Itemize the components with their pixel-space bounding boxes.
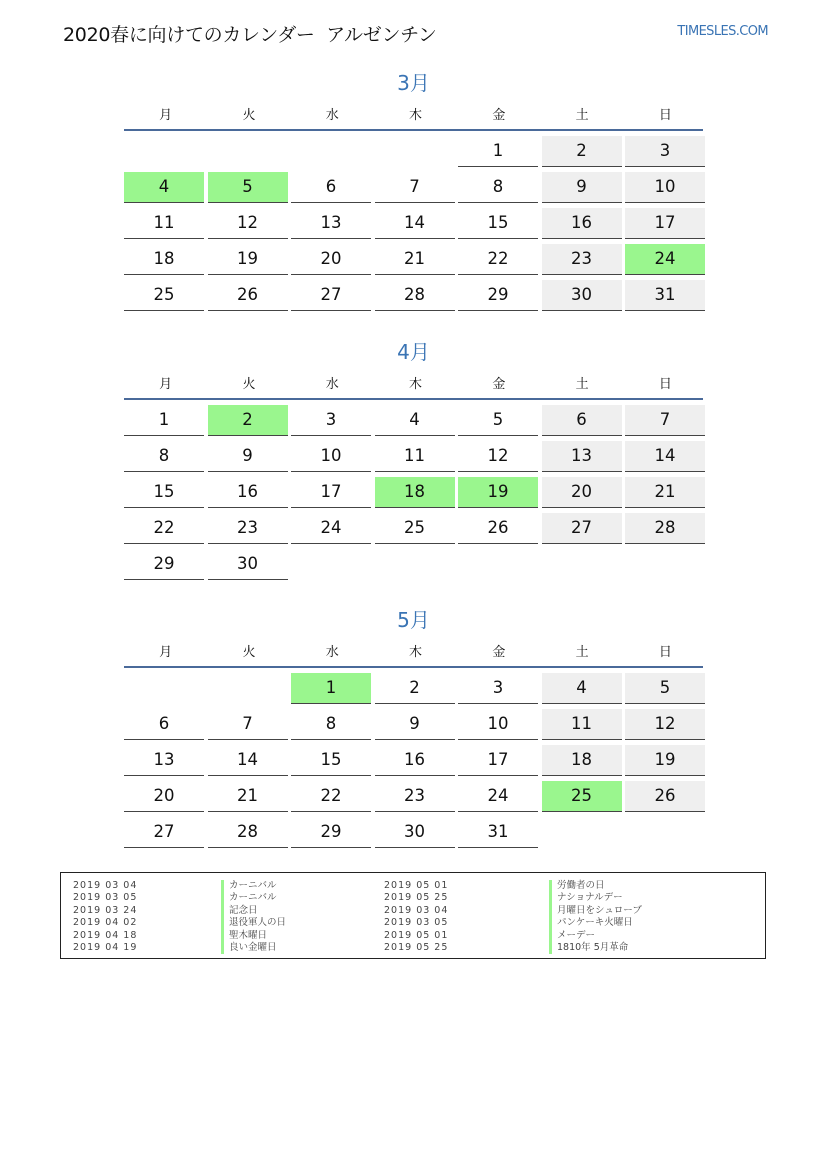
day-cell: 2 bbox=[542, 136, 622, 167]
legend-date: 2019 04 18 bbox=[73, 929, 138, 941]
day-cell: 11 bbox=[542, 709, 622, 740]
day-cell: 21 bbox=[625, 477, 705, 508]
day-cell: 11 bbox=[375, 441, 455, 472]
day-cell: 25 bbox=[124, 280, 204, 311]
day-cell: 24 bbox=[458, 781, 538, 812]
day-cell: 26 bbox=[208, 280, 288, 311]
day-cell: 12 bbox=[625, 709, 705, 740]
weekday-label: 土 bbox=[575, 644, 589, 660]
month-april bbox=[124, 337, 703, 580]
holiday-day-cell: 4 bbox=[124, 172, 204, 203]
day-cell: 27 bbox=[291, 280, 371, 311]
holiday-day-cell: 18 bbox=[375, 477, 455, 508]
legend-date: 2019 03 24 bbox=[73, 904, 138, 916]
legend-date: 2019 04 02 bbox=[73, 917, 138, 929]
day-cell: 20 bbox=[542, 477, 622, 508]
day-cell: 19 bbox=[625, 745, 705, 776]
legend-date: 2019 05 25 bbox=[384, 892, 449, 904]
weekday-label: 月 bbox=[159, 376, 173, 392]
legend-holiday-name: 退役軍人の日 bbox=[221, 917, 286, 929]
day-cell: 25 bbox=[375, 513, 455, 544]
day-cell: 28 bbox=[625, 513, 705, 544]
day-cell: 23 bbox=[375, 781, 455, 812]
day-cell: 24 bbox=[291, 513, 371, 544]
legend-holiday-name: 月曜日をシュローブ bbox=[549, 905, 642, 917]
day-cell: 9 bbox=[375, 709, 455, 740]
day-cell: 30 bbox=[208, 549, 288, 580]
day-cell: 5 bbox=[458, 405, 538, 436]
day-cell: 18 bbox=[542, 745, 622, 776]
legend-date: 2019 05 01 bbox=[384, 929, 449, 941]
legend-holiday-name: 良い金曜日 bbox=[221, 942, 286, 954]
day-cell: 27 bbox=[124, 817, 204, 848]
day-cell: 7 bbox=[625, 405, 705, 436]
weekday-header bbox=[124, 635, 703, 665]
legend-holiday-name: 記念日 bbox=[221, 905, 286, 917]
weekday-label: 木 bbox=[409, 107, 423, 123]
day-cell: 29 bbox=[291, 817, 371, 848]
day-cell: 30 bbox=[542, 280, 622, 311]
day-cell: 30 bbox=[375, 817, 455, 848]
day-cell: 7 bbox=[375, 172, 455, 203]
day-cell: 8 bbox=[291, 709, 371, 740]
weekday-label: 金 bbox=[492, 107, 506, 123]
legend-date: 2019 03 05 bbox=[384, 917, 449, 929]
legend-holiday-name: 1810年 5月革命 bbox=[549, 942, 642, 954]
day-cell: 16 bbox=[542, 208, 622, 239]
day-cell: 13 bbox=[124, 745, 204, 776]
weekday-label: 日 bbox=[658, 644, 672, 660]
holiday-day-cell: 25 bbox=[542, 781, 622, 812]
day-cell: 6 bbox=[291, 172, 371, 203]
holiday-day-cell: 24 bbox=[625, 244, 705, 275]
legend-dates-left bbox=[73, 880, 137, 954]
day-cell: 20 bbox=[291, 244, 371, 275]
page-title: 2020春に向けてのカレンダー アルゼンチン bbox=[63, 24, 437, 46]
day-cell: 9 bbox=[208, 441, 288, 472]
weekday-label: 水 bbox=[325, 644, 339, 660]
site-link[interactable]: TIMESLES.COM bbox=[677, 24, 768, 39]
day-cell: 10 bbox=[458, 709, 538, 740]
weekday-label: 水 bbox=[325, 107, 339, 123]
day-cell: 15 bbox=[124, 477, 204, 508]
day-cell: 17 bbox=[625, 208, 705, 239]
day-cell: 11 bbox=[124, 208, 204, 239]
day-cell: 31 bbox=[458, 817, 538, 848]
weekday-label: 火 bbox=[242, 376, 256, 392]
day-cell: 5 bbox=[625, 673, 705, 704]
day-cell: 3 bbox=[625, 136, 705, 167]
holiday-day-cell: 2 bbox=[208, 405, 288, 436]
legend-holiday-name: 聖木曜日 bbox=[221, 930, 286, 942]
holiday-day-cell: 5 bbox=[208, 172, 288, 203]
day-cell: 1 bbox=[458, 136, 538, 167]
day-cell: 15 bbox=[291, 745, 371, 776]
day-cell: 2 bbox=[375, 673, 455, 704]
legend-date: 2019 03 04 bbox=[73, 880, 138, 891]
day-cell: 14 bbox=[208, 745, 288, 776]
empty-cell bbox=[208, 673, 288, 704]
day-cell: 23 bbox=[208, 513, 288, 544]
legend-date: 2019 03 04 bbox=[384, 904, 449, 916]
day-cell: 14 bbox=[625, 441, 705, 472]
day-grid bbox=[124, 673, 703, 848]
month-title: 3月 bbox=[397, 71, 430, 95]
month-title: 5月 bbox=[397, 608, 430, 632]
legend-date: 2019 03 05 bbox=[73, 892, 138, 904]
holiday-legend bbox=[60, 872, 766, 959]
day-cell: 23 bbox=[542, 244, 622, 275]
legend-holiday-name: カーニバル bbox=[221, 892, 286, 904]
header-divider bbox=[124, 129, 703, 131]
day-cell: 17 bbox=[291, 477, 371, 508]
day-cell: 28 bbox=[375, 280, 455, 311]
weekday-header bbox=[124, 367, 703, 397]
day-cell: 18 bbox=[124, 244, 204, 275]
month-march bbox=[124, 68, 703, 311]
legend-names-left bbox=[221, 880, 286, 954]
weekday-label: 金 bbox=[492, 644, 506, 660]
day-cell: 19 bbox=[208, 244, 288, 275]
day-cell: 3 bbox=[291, 405, 371, 436]
legend-date: 2019 05 01 bbox=[384, 880, 449, 891]
weekday-label: 月 bbox=[159, 644, 173, 660]
legend-holiday-name: カーニバル bbox=[221, 880, 286, 892]
day-cell: 6 bbox=[124, 709, 204, 740]
weekday-label: 水 bbox=[325, 376, 339, 392]
day-cell: 22 bbox=[458, 244, 538, 275]
day-cell: 8 bbox=[458, 172, 538, 203]
day-cell: 9 bbox=[542, 172, 622, 203]
month-title: 4月 bbox=[397, 340, 430, 364]
day-cell: 21 bbox=[375, 244, 455, 275]
empty-cell bbox=[208, 136, 288, 167]
holiday-day-cell: 19 bbox=[458, 477, 538, 508]
day-cell: 16 bbox=[208, 477, 288, 508]
day-cell: 13 bbox=[291, 208, 371, 239]
day-cell: 28 bbox=[208, 817, 288, 848]
day-cell: 14 bbox=[375, 208, 455, 239]
day-cell: 26 bbox=[458, 513, 538, 544]
legend-holiday-name: ナショナルデー bbox=[549, 892, 642, 904]
day-cell: 3 bbox=[458, 673, 538, 704]
empty-cell bbox=[124, 673, 204, 704]
weekday-label: 火 bbox=[242, 107, 256, 123]
legend-date: 2019 05 25 bbox=[384, 942, 449, 954]
weekday-label: 土 bbox=[575, 107, 589, 123]
day-cell: 15 bbox=[458, 208, 538, 239]
day-cell: 12 bbox=[458, 441, 538, 472]
day-cell: 4 bbox=[375, 405, 455, 436]
weekday-label: 月 bbox=[159, 107, 173, 123]
day-cell: 12 bbox=[208, 208, 288, 239]
day-grid bbox=[124, 136, 703, 311]
month-may bbox=[124, 605, 703, 848]
day-cell: 21 bbox=[208, 781, 288, 812]
empty-cell bbox=[375, 136, 455, 167]
day-grid bbox=[124, 405, 703, 580]
day-cell: 22 bbox=[124, 513, 204, 544]
day-cell: 6 bbox=[542, 405, 622, 436]
weekday-header bbox=[124, 98, 703, 128]
day-cell: 1 bbox=[124, 405, 204, 436]
weekday-label: 火 bbox=[242, 644, 256, 660]
day-cell: 7 bbox=[208, 709, 288, 740]
day-cell: 20 bbox=[124, 781, 204, 812]
header-divider bbox=[124, 666, 703, 668]
day-cell: 26 bbox=[625, 781, 705, 812]
legend-date: 2019 04 19 bbox=[73, 942, 138, 954]
weekday-label: 日 bbox=[658, 107, 672, 123]
day-cell: 8 bbox=[124, 441, 204, 472]
legend-holiday-name: パンケーキ火曜日 bbox=[549, 917, 642, 929]
header-divider bbox=[124, 398, 703, 400]
weekday-label: 土 bbox=[575, 376, 589, 392]
day-cell: 10 bbox=[625, 172, 705, 203]
holiday-day-cell: 1 bbox=[291, 673, 371, 704]
weekday-label: 金 bbox=[492, 376, 506, 392]
day-cell: 4 bbox=[542, 673, 622, 704]
empty-cell bbox=[291, 136, 371, 167]
day-cell: 27 bbox=[542, 513, 622, 544]
legend-holiday-name: メーデー bbox=[549, 930, 642, 942]
day-cell: 10 bbox=[291, 441, 371, 472]
weekday-label: 木 bbox=[409, 376, 423, 392]
day-cell: 13 bbox=[542, 441, 622, 472]
day-cell: 31 bbox=[625, 280, 705, 311]
legend-names-right bbox=[549, 880, 642, 954]
weekday-label: 日 bbox=[658, 376, 672, 392]
legend-dates-right bbox=[384, 880, 448, 954]
empty-cell bbox=[124, 136, 204, 167]
day-cell: 16 bbox=[375, 745, 455, 776]
legend-holiday-name: 労働者の日 bbox=[549, 880, 642, 892]
day-cell: 22 bbox=[291, 781, 371, 812]
weekday-label: 木 bbox=[409, 644, 423, 660]
day-cell: 29 bbox=[458, 280, 538, 311]
day-cell: 29 bbox=[124, 549, 204, 580]
day-cell: 17 bbox=[458, 745, 538, 776]
